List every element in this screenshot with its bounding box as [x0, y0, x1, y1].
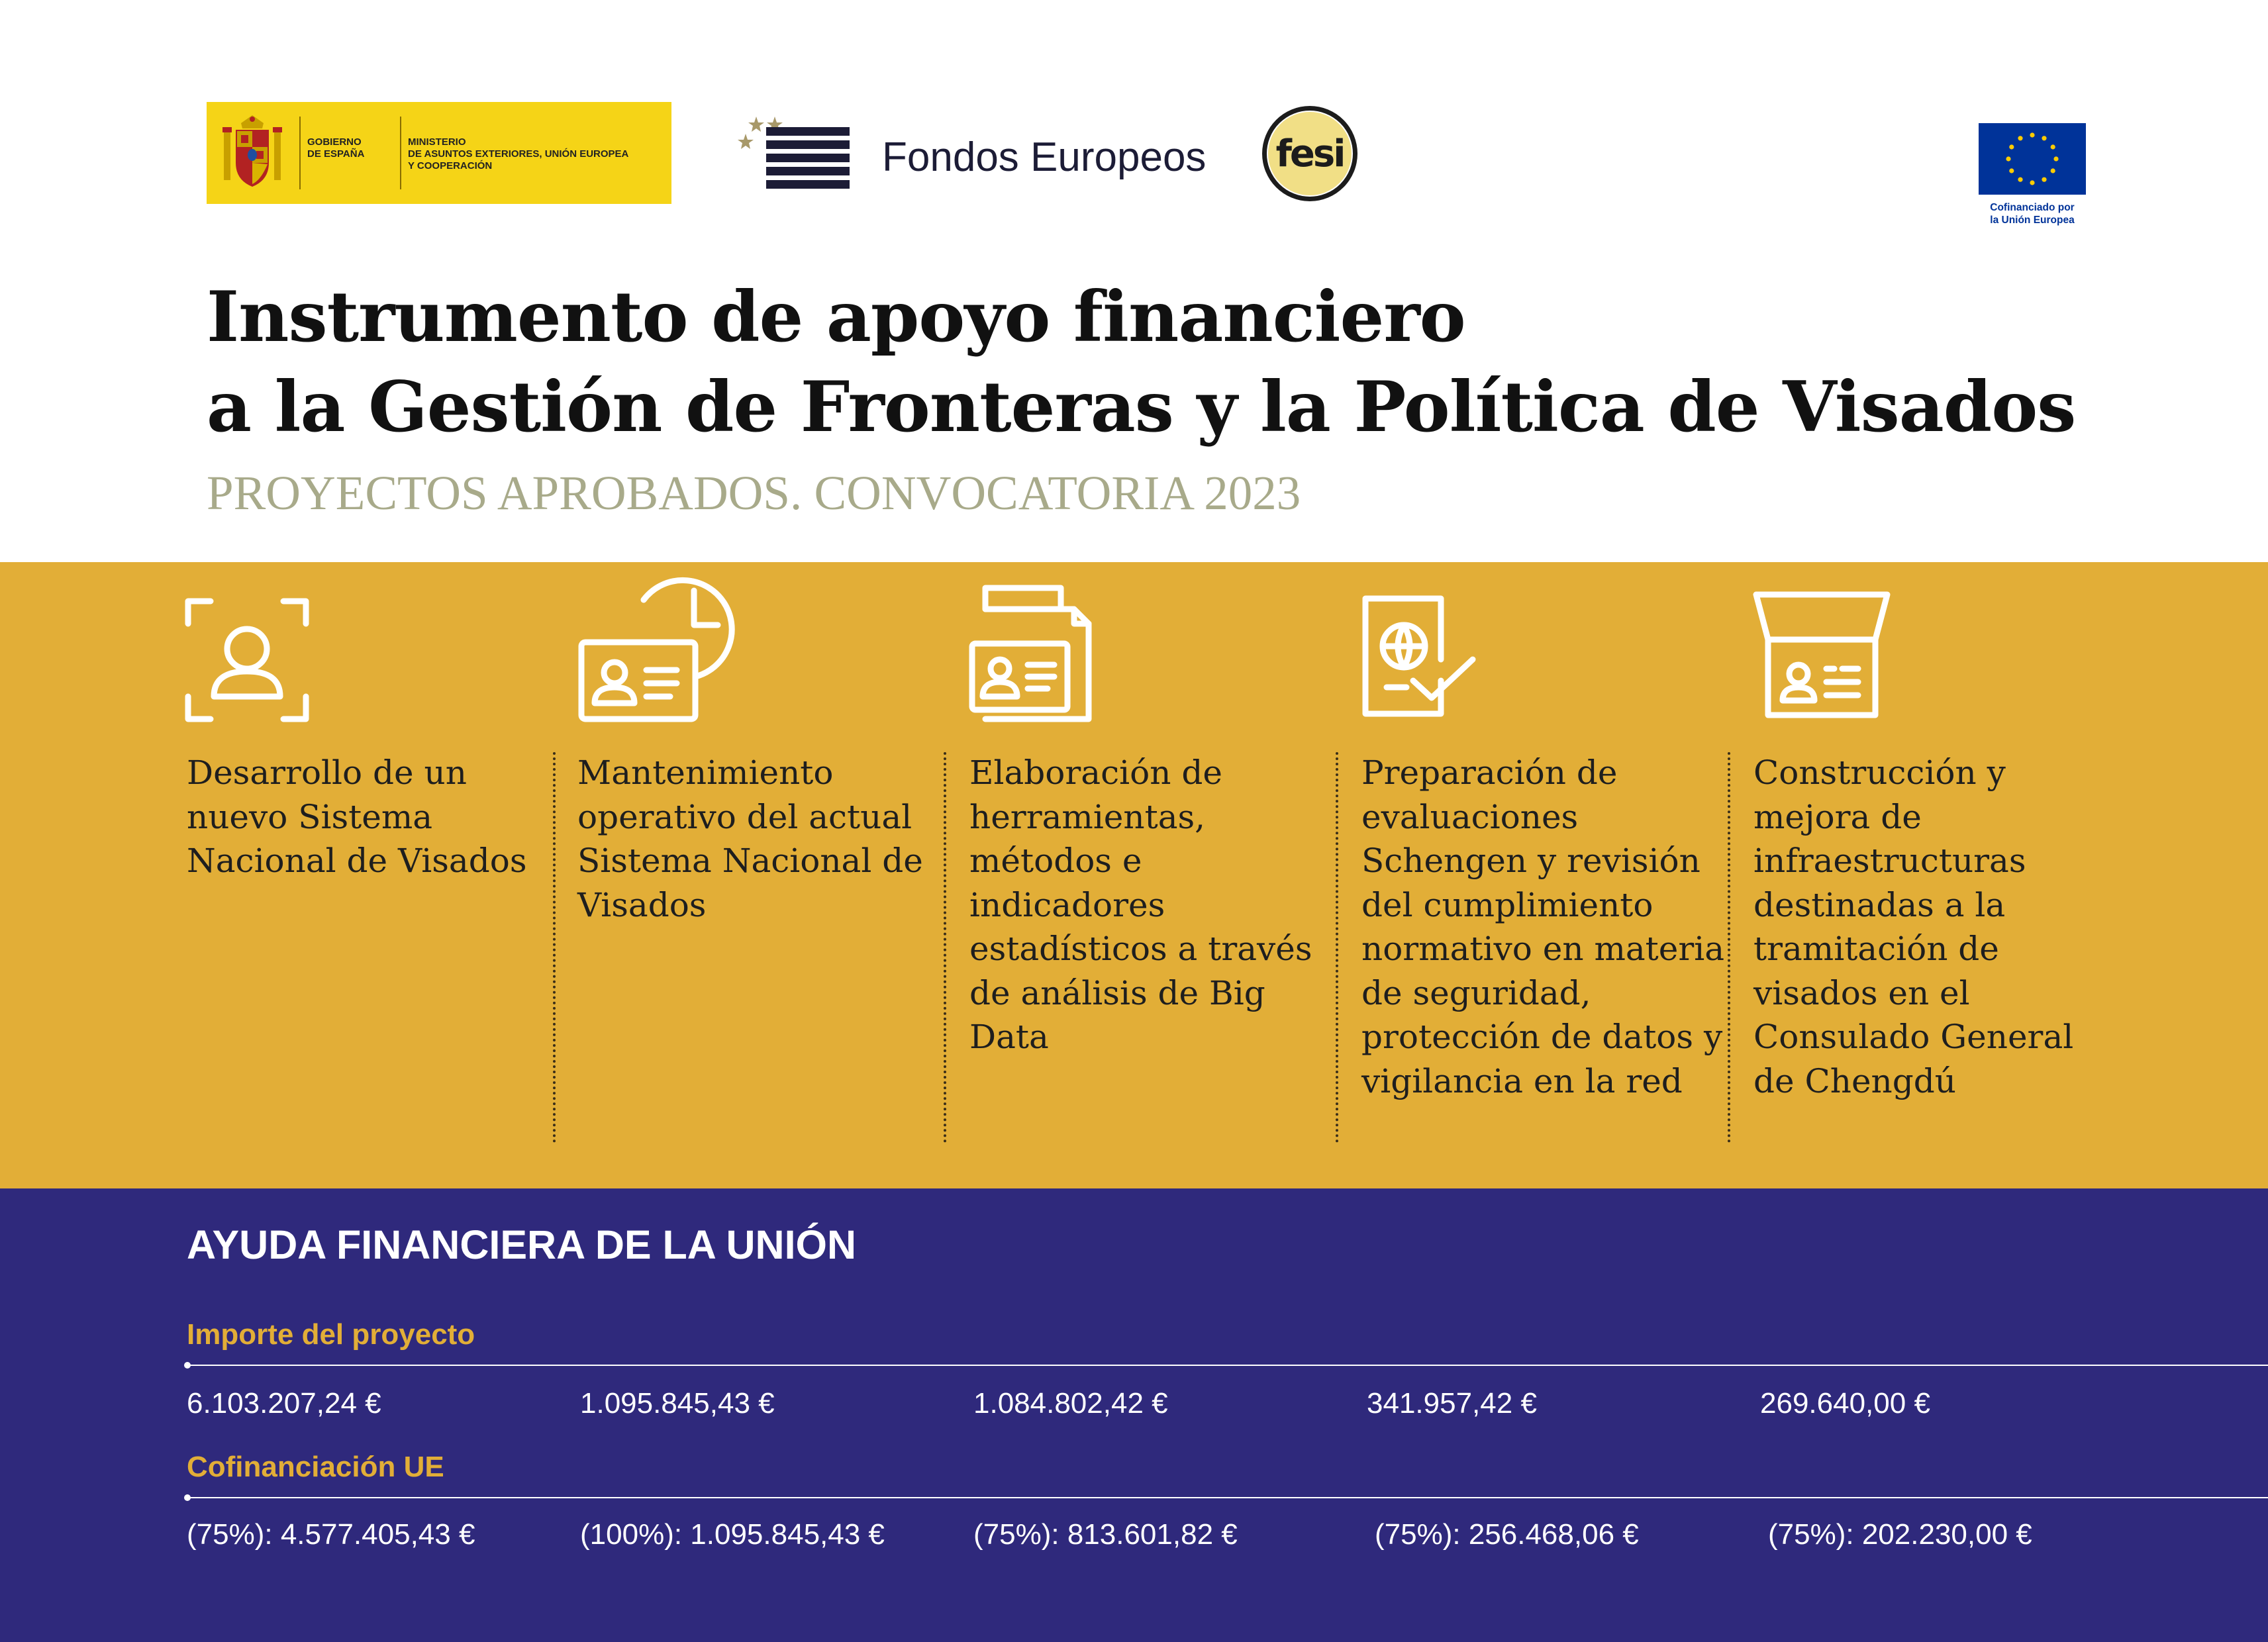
column-divider — [944, 752, 946, 1143]
page-subtitle: PROYECTOS APROBADOS. CONVOCATORIA 2023 — [207, 466, 1301, 520]
importe-value: 269.640,00 € — [1760, 1387, 1930, 1420]
importe-value: 341.957,42 € — [1367, 1387, 1537, 1420]
cofinanciacion-value: (100%): 1.095.845,43 € — [580, 1518, 885, 1551]
cofinanciacion-value: (75%): 813.601,82 € — [973, 1518, 1238, 1551]
page-title — [207, 271, 2075, 452]
project-description: Mantenimiento operativo del actual Sistema Nacional de Visados — [577, 753, 923, 924]
svg-text:fesi: fesi — [1275, 132, 1344, 175]
project-description: Desarrollo de un nuevo Sistema Nacional de Visados — [187, 753, 527, 880]
logo-divider — [400, 117, 401, 189]
project-description: Elaboración de herramientas, métodos e indicadores estadísticos a través de análisis de Big Data — [969, 753, 1312, 1056]
row-rule — [187, 1497, 2268, 1498]
fesi-seal-icon — [1260, 104, 1359, 203]
laptop-id-icon — [1752, 591, 1891, 720]
importe-value: 1.095.845,43 € — [580, 1387, 775, 1420]
column-divider — [1336, 752, 1338, 1143]
cofinanciacion-value: (75%): 256.468,06 € — [1375, 1518, 1639, 1551]
face-scan-icon — [184, 597, 310, 723]
title-line-2: a la Gestión de Fronteras y la Política de Visados — [207, 365, 2076, 448]
funding-section — [0, 1188, 2268, 1642]
project-description: Construcción y mejora de infraestructuras destinadas a la tramitación de visados en el Consulado General de Chengdú — [1753, 753, 2074, 1100]
eu-cofinanciado-logo — [1979, 123, 2086, 233]
cofinanciacion-value: (75%): 202.230,00 € — [1768, 1518, 2032, 1551]
project-description: Preparación de evaluaciones Schengen y revisión del cumplimiento normativo en materia de seguridad, protección de datos y vigilancia en la red — [1361, 753, 1725, 1100]
column-divider — [1728, 752, 1730, 1143]
gobierno-espana-logo — [207, 102, 671, 204]
title-line-1: Instrumento de apoyo financiero — [207, 275, 1465, 358]
ministerio-text: MINISTERIO DE ASUNTOS EXTERIORES, UNIÓN EUROPEA Y COOPERACIÓN — [408, 136, 629, 171]
cofinanciacion-value: (75%): 4.577.405,43 € — [187, 1518, 475, 1551]
fesi-logo — [1260, 104, 1359, 203]
cofinanciacion-label: Cofinanciación UE — [187, 1451, 444, 1483]
logo-divider — [299, 117, 301, 189]
funding-title: AYUDA FINANCIERA DE LA UNIÓN — [187, 1222, 857, 1267]
eu-flag-icon — [1979, 123, 2086, 195]
id-card-clock-icon — [577, 573, 750, 726]
fondos-europeos-label: Fondos Europeos — [882, 134, 1207, 180]
passport-check-icon — [1360, 593, 1479, 720]
documents-id-icon — [972, 588, 1089, 719]
fondos-europeos-logo — [736, 114, 1207, 200]
eu-cofinanciado-caption: Cofinanciado por la Unión Europea — [1990, 202, 2075, 226]
column-divider — [553, 752, 556, 1143]
importe-value: 6.103.207,24 € — [187, 1387, 381, 1420]
coat-of-arms-icon — [221, 114, 283, 192]
fondos-europeos-mark-icon — [736, 114, 869, 200]
row-rule — [187, 1365, 2268, 1366]
importe-label: Importe del proyecto — [187, 1318, 475, 1351]
importe-value: 1.084.802,42 € — [973, 1387, 1168, 1420]
gobierno-espana-text: GOBIERNO DE ESPAÑA — [307, 136, 365, 160]
